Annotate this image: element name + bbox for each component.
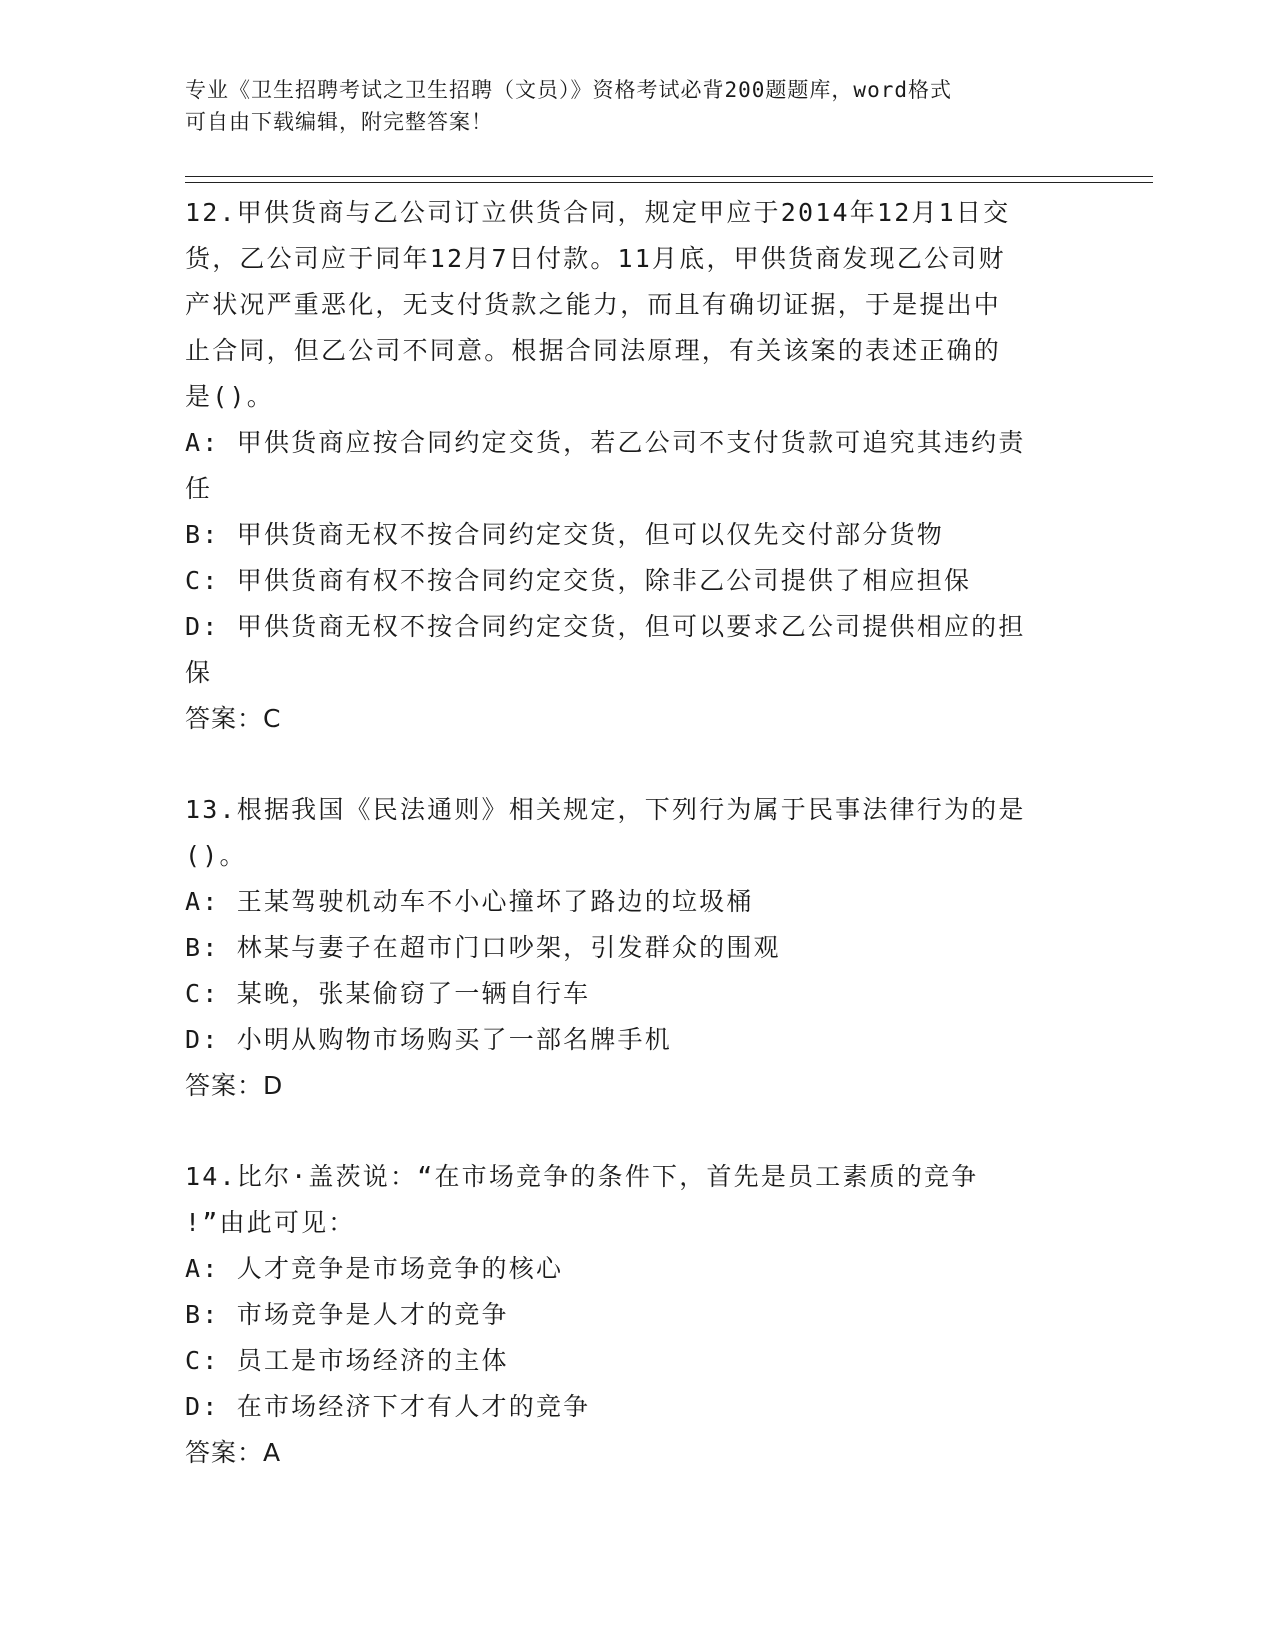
question-stem-line: ()。 xyxy=(185,841,247,870)
answer: 答案：D xyxy=(185,1071,284,1100)
question-stem-line: 产状况严重恶化，无支付货款之能力，而且有确切证据，于是提出中 xyxy=(185,290,1002,319)
option-a: A: 王某驾驶机动车不小心撞坏了路边的垃圾桶 xyxy=(185,887,754,916)
option-c: C: 员工是市场经济的主体 xyxy=(185,1346,509,1375)
question-13 xyxy=(185,787,1085,1109)
question-stem-line: 14.比尔·盖茨说：“在市场竞争的条件下，首先是员工素质的竞争 xyxy=(185,1162,979,1191)
question-12 xyxy=(185,190,1085,742)
question-stem-line: !”由此可见： xyxy=(185,1208,356,1237)
option-c: C: 某晚，张某偷窃了一辆自行车 xyxy=(185,979,591,1008)
question-stem-line: 12.甲供货商与乙公司订立供货合同，规定甲应于2014年12月1日交 xyxy=(185,198,1011,227)
option-b: B: 林某与妻子在超市门口吵架，引发群众的围观 xyxy=(185,933,781,962)
question-stem-line: 止合同，但乙公司不同意。根据合同法原理，有关该案的表述正确的 xyxy=(185,336,1002,365)
option-a: A: 人才竞争是市场竞争的核心 xyxy=(185,1254,564,1283)
document-header xyxy=(185,74,1065,138)
header-line-1: 专业《卫生招聘考试之卫生招聘（文员）》资格考试必背200题题库，word格式 xyxy=(185,78,952,102)
answer: 答案：C xyxy=(185,704,282,733)
option-a-continued: 任 xyxy=(185,474,213,503)
option-c: C: 甲供货商有权不按合同约定交货，除非乙公司提供了相应担保 xyxy=(185,566,972,595)
option-d: D: 小明从购物市场购买了一部名牌手机 xyxy=(185,1025,672,1054)
option-b: B: 甲供货商无权不按合同约定交货，但可以仅先交付部分货物 xyxy=(185,520,944,549)
answer: 答案：A xyxy=(185,1438,282,1467)
question-14 xyxy=(185,1154,1085,1476)
question-stem-line: 是()。 xyxy=(185,382,274,411)
option-a: A: 甲供货商应按合同约定交货，若乙公司不支付货款可追究其违约责 xyxy=(185,428,1026,457)
header-double-rule xyxy=(185,176,1153,183)
header-line-2: 可自由下载编辑，附完整答案！ xyxy=(185,110,493,134)
question-stem-line: 货，乙公司应于同年12月7日付款。11月底，甲供货商发现乙公司财 xyxy=(185,244,1006,273)
question-list xyxy=(185,190,1085,1521)
option-b: B: 市场竞争是人才的竞争 xyxy=(185,1300,509,1329)
option-d: D: 甲供货商无权不按合同约定交货，但可以要求乙公司提供相应的担 xyxy=(185,612,1026,641)
option-d: D: 在市场经济下才有人才的竞争 xyxy=(185,1392,591,1421)
option-d-continued: 保 xyxy=(185,658,213,687)
question-stem-line: 13.根据我国《民法通则》相关规定，下列行为属于民事法律行为的是 xyxy=(185,795,1026,824)
